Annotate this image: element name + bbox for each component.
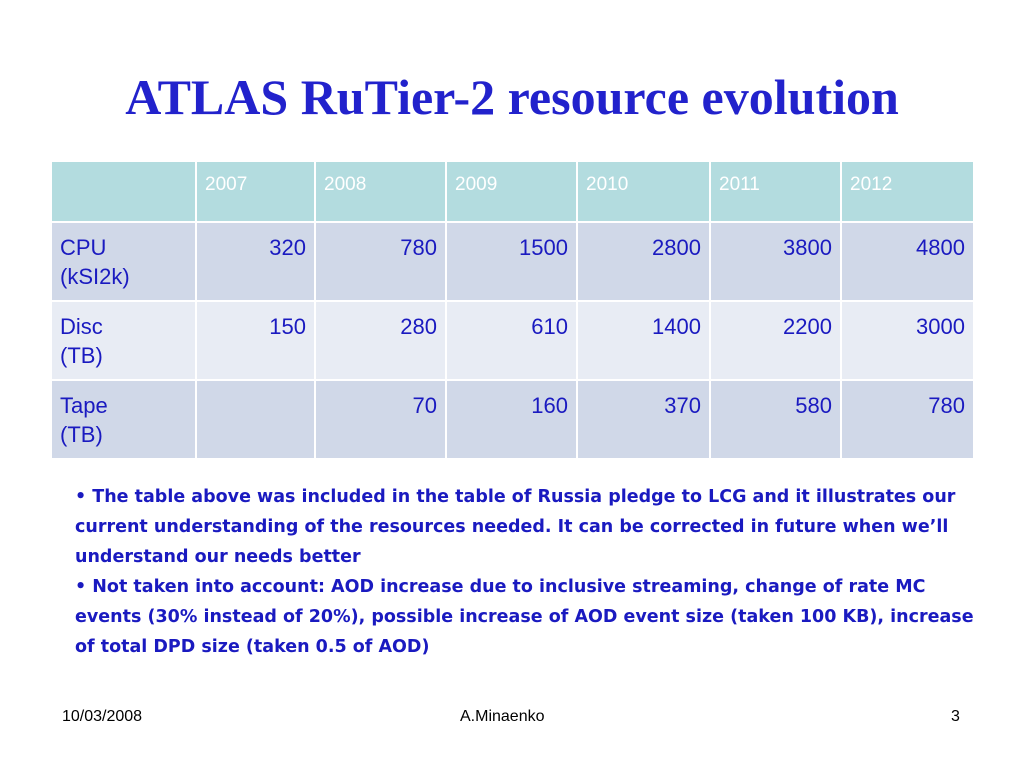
row-label <box>51 222 196 301</box>
footer-date: 10/03/2008 <box>62 708 143 725</box>
row-label <box>51 380 196 459</box>
table-cell: 2200 <box>710 301 841 380</box>
header-year: 2008 <box>315 161 446 222</box>
row-label <box>51 301 196 380</box>
row-label-line2: (TB) <box>60 343 103 368</box>
table-cell: 1500 <box>446 222 577 301</box>
table-cell: 150 <box>196 301 315 380</box>
row-label-line1: Disc <box>60 314 103 339</box>
slide-title: ATLAS RuTier-2 resource evolution <box>125 69 899 125</box>
footer-author: A.Minaenko <box>460 708 545 725</box>
table-cell: 160 <box>446 380 577 459</box>
header-year: 2012 <box>841 161 974 222</box>
bullet-list <box>75 482 985 662</box>
table-cell: 3000 <box>841 301 974 380</box>
table-row <box>51 380 974 459</box>
table-cell: 70 <box>315 380 446 459</box>
table-cell: 320 <box>196 222 315 301</box>
table-row <box>51 222 974 301</box>
table-cell: 2800 <box>577 222 710 301</box>
table-header-row <box>51 161 974 222</box>
row-label-line2: (TB) <box>60 422 103 447</box>
bullet-item: • Not taken into account: AOD increase due to inclusive streaming, change of rate MC events (30% instead of 20%), possible increase of AOD event size (taken 100 KB), increase of total DPD size (taken 0.5 of AOD) <box>75 577 974 657</box>
table-cell: 370 <box>577 380 710 459</box>
table-cell: 610 <box>446 301 577 380</box>
table-cell: 280 <box>315 301 446 380</box>
footer-page-number: 3 <box>951 708 960 725</box>
header-year: 2009 <box>446 161 577 222</box>
row-label-line1: Tape <box>60 393 108 418</box>
table-cell: 4800 <box>841 222 974 301</box>
bullet-item: • The table above was included in the table of Russia pledge to LCG and it illustrates our current understanding of the resources needed. It can be corrected in future when we’ll understand our needs better <box>75 487 956 567</box>
row-label-line1: CPU <box>60 235 107 260</box>
header-year: 2007 <box>196 161 315 222</box>
table-cell: 780 <box>841 380 974 459</box>
resource-table <box>50 160 975 460</box>
header-empty-cell <box>51 161 196 222</box>
table-cell: 1400 <box>577 301 710 380</box>
table-cell: 580 <box>710 380 841 459</box>
header-year: 2010 <box>577 161 710 222</box>
table-cell: 780 <box>315 222 446 301</box>
table-cell <box>196 380 315 459</box>
table-cell: 3800 <box>710 222 841 301</box>
table-row <box>51 301 974 380</box>
header-year: 2011 <box>710 161 841 222</box>
row-label-line2: (kSI2k) <box>60 264 130 289</box>
